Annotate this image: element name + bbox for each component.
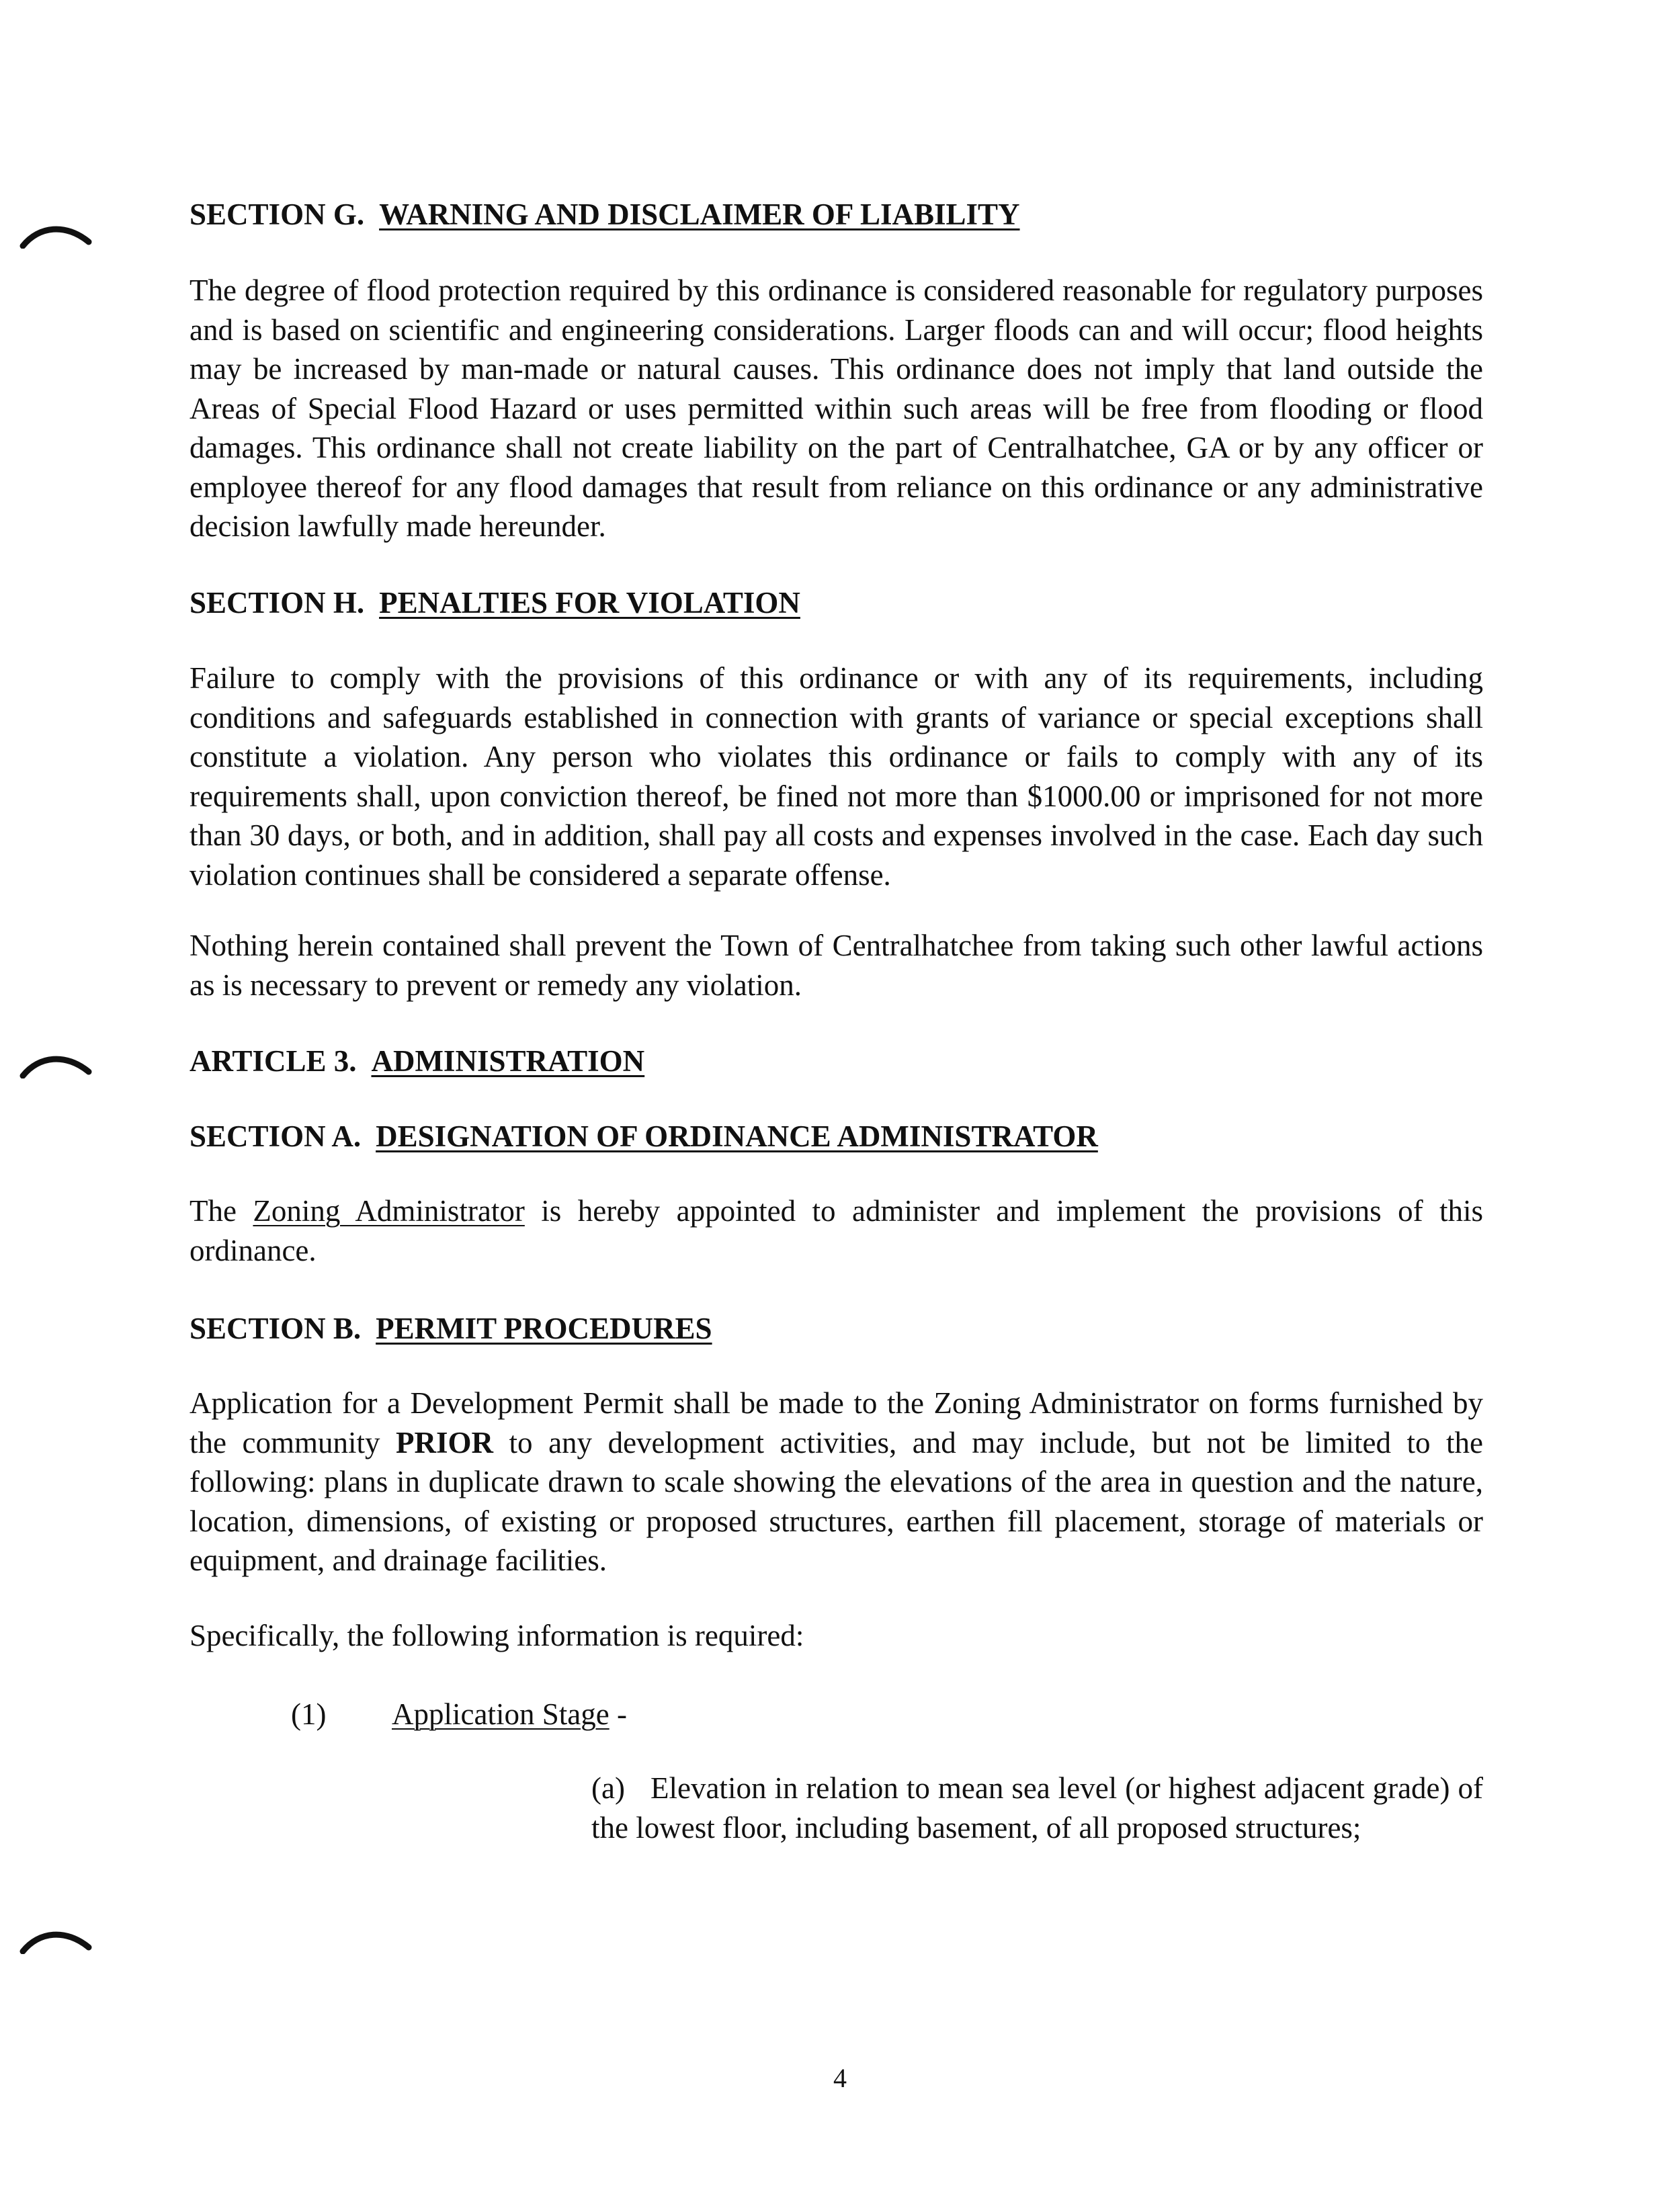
section-h-paragraph-2: Nothing herein contained shall prevent the Town of Centralhatchee from taking such other lawful actions as is necessary to prevent or remedy any violation.	[190, 929, 1483, 1002]
list-item-title: Application Stage	[392, 1697, 610, 1731]
section-h-title: PENALTIES FOR VIOLATION	[379, 586, 800, 620]
section-g-paragraph: The degree of flood protection required by this ordinance is considered reasonable for regulatory purposes and is based on scientific and engineering considerations. Larger floods can and will occur; flood heights may be increased by man-made or natural causes. This ordinance does not imply that land outside the Areas of Special Flood Hazard or uses permitted within such areas will be free from flooding or flood damages. This ordinance shall not create liability on the part of Centralhatchee, GA or by any officer or employee thereof for any flood damages that result from reliance on this ordinance or any administrative decision lawfully made hereunder.	[190, 273, 1483, 543]
binder-hole-mark-middle	[19, 1052, 93, 1078]
section-g-heading	[190, 195, 1020, 234]
article-3-heading	[190, 1042, 644, 1081]
section-a-heading	[190, 1117, 1098, 1156]
article-3-label: ARTICLE 3.	[190, 1044, 357, 1078]
sub-item-text: Elevation in relation to mean sea level (or highest adjacent grade) of the lowest floor, including basement, of all proposed structures;	[591, 1771, 1483, 1845]
section-a-paragraph	[190, 1191, 1483, 1270]
section-h-paragraph-1: Failure to comply with the provisions of this ordinance or with any of its requirements, including conditions and safeguards established in connection with grants of variance or special exceptions shall constitute a violation. Any person who violates this ordinance or fails to comply with any of its requirements shall, upon conviction thereof, be fined not more than $1000.00 or imprisoned for not more than 30 days, or both, and in addition, shall pay all costs and expenses involved in the case. Each day such violation continues shall be considered a separate offense.	[190, 661, 1483, 892]
specifically-line: Specifically, the following information is required:	[190, 1619, 804, 1652]
section-g-title: WARNING AND DISCLAIMER OF LIABILITY	[379, 198, 1020, 231]
list-item-dash: -	[616, 1697, 627, 1731]
section-a-label: SECTION A.	[190, 1119, 362, 1153]
section-b-paragraph	[190, 1384, 1483, 1580]
list-item-number: (1)	[291, 1697, 327, 1731]
section-h-label: SECTION H.	[190, 586, 365, 620]
section-a-title: DESIGNATION OF ORDINANCE ADMINISTRATOR	[376, 1119, 1098, 1153]
section-b-label: SECTION B.	[190, 1312, 362, 1345]
section-b-part2: to any development activities, and may include, but not be limited to the following: plans in duplicate drawn to scale showing the elevations of the area in question and the nature, location, dimensions, of existing or proposed structures, earthen fill placement, storage of materials or equipment, and drainage facilities.	[190, 1425, 1484, 1577]
section-h-heading	[190, 583, 800, 622]
page-number: 4	[833, 2063, 847, 2093]
section-g-label: SECTION G.	[190, 198, 365, 231]
binder-hole-mark-top	[19, 222, 93, 249]
section-b-title: PERMIT PROCEDURES	[376, 1312, 712, 1345]
article-3-title: ADMINISTRATION	[371, 1044, 645, 1078]
section-a-prefix: The	[190, 1194, 237, 1228]
list-item-application-stage	[291, 1695, 627, 1734]
prior-emphasis: PRIOR	[396, 1425, 494, 1459]
zoning-administrator-term: Zoning Administrator	[253, 1194, 525, 1228]
section-b-part1: Application for a Development Permit shall be made to the Zoning Administrator on forms furnished by the community	[190, 1386, 1483, 1459]
section-a-suffix: is hereby appointed to administer and implement the provisions of this ordinance.	[190, 1194, 1484, 1267]
binder-hole-mark-bottom	[19, 1927, 93, 1954]
sub-item-a	[591, 1769, 1483, 1847]
section-b-heading	[190, 1309, 712, 1348]
sub-item-letter: (a)	[591, 1771, 625, 1805]
